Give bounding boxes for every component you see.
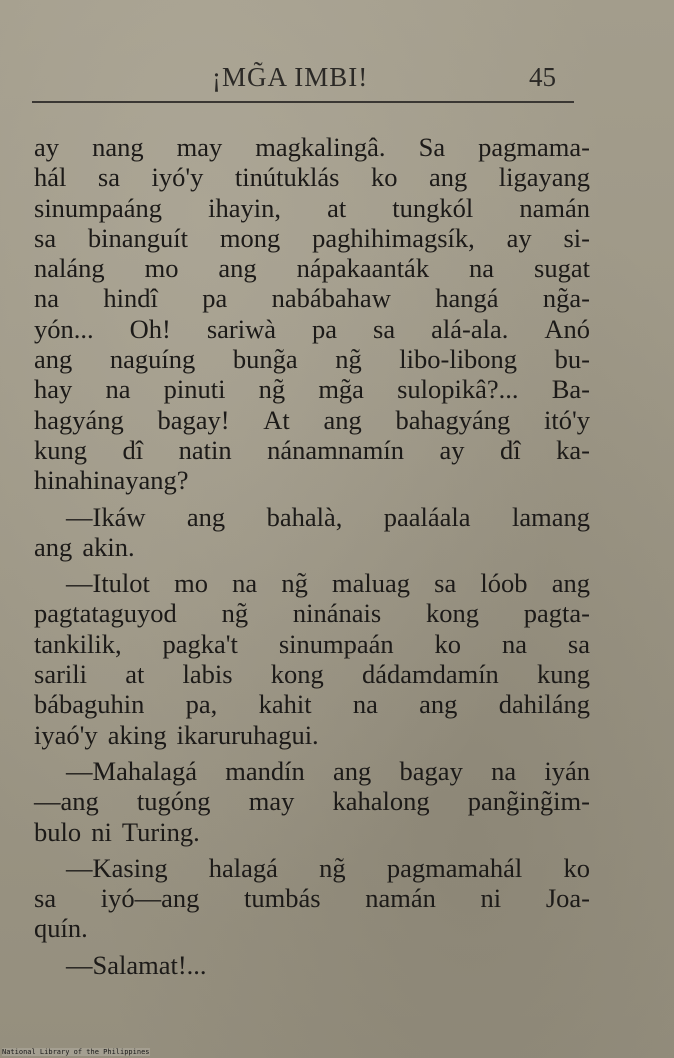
text-line: kung dî natin nánamnamín ay dî ka- (34, 434, 590, 465)
text-line: hinahinayang? (34, 465, 189, 496)
page-number: 45 (529, 62, 556, 92)
text-line: —Mahalagá mandín ang bagay na iyán (66, 755, 590, 786)
text-line: yón... Oh! sariwà pa sa alá-ala. Anó (34, 313, 590, 344)
text-line: sa iyó—ang tumbás namán ni Joa- (34, 883, 590, 914)
text-line: ang naguíng bung̃a ng̃ libo-libong bu- (34, 344, 590, 375)
running-head (32, 62, 572, 98)
text-line: naláng mo ang nápakaanták na sugat (34, 253, 590, 284)
text-line: pagtataguyod ng̃ ninánais kong pagta- (34, 598, 590, 629)
text-line: ay nang may magkalingâ. Sa pagmama- (34, 132, 590, 162)
text-line: hay na pinuti ng̃ mg̃a sulopikâ?... Ba- (34, 374, 590, 405)
header-rule (32, 101, 574, 103)
text-line: bulo ni Turing. (34, 816, 200, 847)
text-line: hál sa iyó'y tinútuklás ko ang ligayang (34, 162, 590, 193)
text-line: —Ikáw ang bahalà, paaláala lamang (66, 501, 590, 532)
paragraph (34, 132, 590, 496)
paragraph (34, 502, 590, 563)
text-line: hagyáng bagay! At ang bahagyáng itó'y (34, 404, 590, 435)
text-line: —Salamat!... (66, 949, 207, 980)
text-line: —ang tugóng may kahalong pang̃ing̃im- (34, 786, 590, 817)
text-line: na hindî pa nabábahaw hangá ng̃a- (34, 283, 590, 314)
paragraph (34, 950, 590, 980)
text-line: sa binanguít mong paghihimagsík, ay si- (34, 222, 590, 253)
body-text (34, 132, 590, 980)
text-line: tankilik, pagka't sinumpaán ko na sa (34, 628, 590, 659)
library-credit: National Library of the Philippines (2, 1048, 150, 1056)
text-line: ang akin. (34, 531, 135, 562)
text-line: iyaó'y aking ikaruruhagui. (34, 719, 319, 750)
text-line: sinumpaáng ihayin, at tungkól namán (34, 192, 590, 223)
paragraph (34, 568, 590, 750)
text-line: —Itulot mo na ng̃ maluag sa lóob ang (66, 568, 590, 599)
running-title: ¡MG̃A IMBI! (212, 62, 369, 92)
text-line: quín. (34, 913, 88, 944)
paragraph (34, 853, 590, 944)
paragraph (34, 756, 590, 847)
text-line: sarili at labis kong dádamdamín kung (34, 659, 590, 690)
text-line: —Kasing halagá ng̃ pagmamahál ko (66, 852, 590, 883)
text-line: bábaguhin pa, kahit na ang dahiláng (34, 689, 590, 720)
